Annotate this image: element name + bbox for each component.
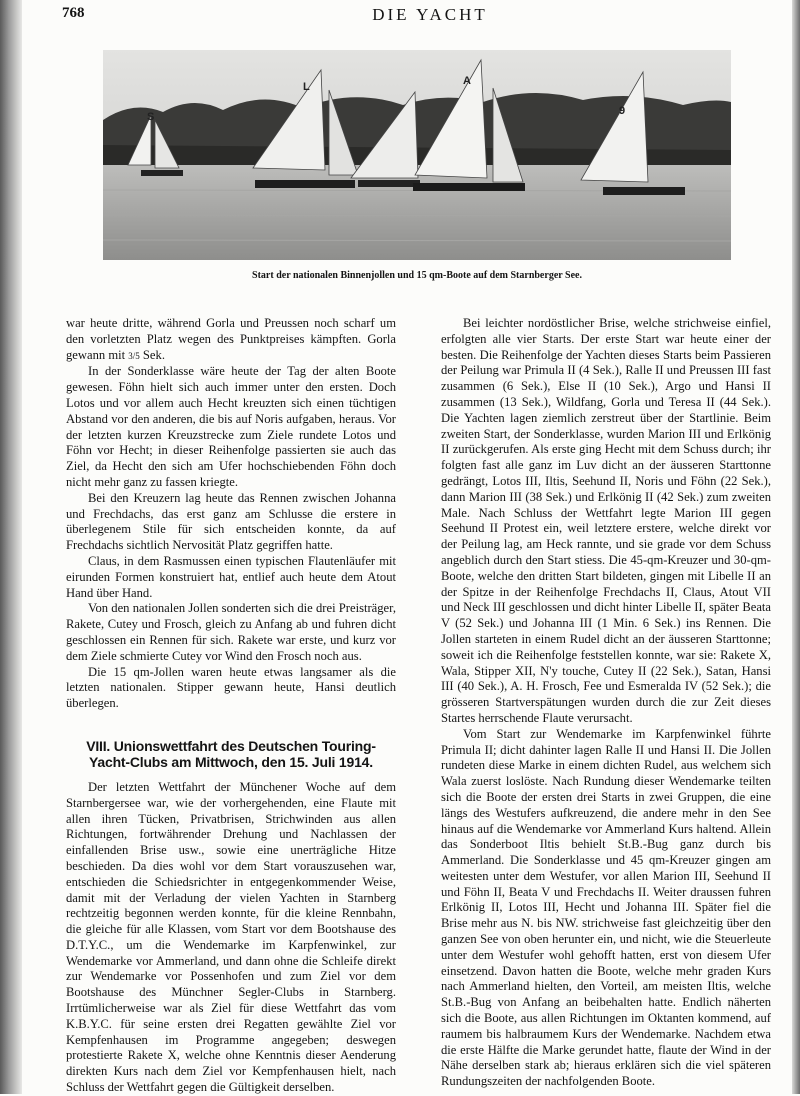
journal-title: DIE YACHT xyxy=(372,5,488,24)
paragraph: Vom Start zur Wendemarke im Karpfenwinkel führte Primula II; dicht dahinter lagen Ralle II und Hansi II. Die Jollen rundeten diese Marke in einem dichten Rudel, aus welchem sich Wala zuerst loslöste. Nach Rundung dieser Wendemarke teilten sich die Boote der ersten drei Starts in zwei Gruppen, die eine längs des Westufers aufkreuzend, die andere mehr in den See hinaus auf die Wendemarke vor Ammerland Kurs haltend. Allein das Sonderboot Iltis behielt St.B.-Bug ganz durch bis Ammerland. Die Sonderklasse und 45 qm-Kreuzer gingen am weitesten unter dem Westufer, vor allen Marion III, Seehund II und Föhn II, Beata V und Frechdachs II. Weiter draussen fuhren Erlkönig II, Lotos III, Hecht und Johanna III. Später fiel die Brise mehr aus N. bis NW. strichweise fast gleichzeitig über den ganzen See von oben herunter ein, und nicht, wie die Steuerleute unter dem Westufer wohl gehofft hatten, erst von diesem Ufer einsetzend. Davon hatten die Boote, welche mehr graden Kurs nach Ammerland hielten, den Vorteil, am meisten Iltis, welche St.B.-Bug von Anfang an beibehalten hatte. Endlich näherten sich die Boote, aus allen Richtungen im Oktanten kommend, auf raumem bis halbraumem Kurs der Wendemarke. Nachdem etwa die erste Hälfte die Marke gerundet hatte, flaute der Wind in der Nähe derselben stark ab; hieraus erklären sich die viel späteren Rundungszeiten der nachfolgenden Boote. xyxy=(441,726,771,1089)
scan-edge-right xyxy=(792,0,800,1094)
page-number: 768 xyxy=(62,5,85,21)
paragraph: Claus, in dem Rasmussen einen typischen Flautenläufer mit eirunden Formen konstruiert hat, entlief auch heute dem Atout Hand über Hand. xyxy=(66,553,396,600)
paragraph: war heute dritte, während Gorla und Preussen noch scharf um den vorletzten Platz wegen des Punktpreises kämpften. Gorla gewann mit 3/5 Sek. xyxy=(66,316,396,362)
paragraph: Der letzten Wettfahrt der Münchener Woche auf dem Starnbergersee war, wie der vorhergehenden, eine Flaute mit allen ihren Tücken, Privatbrisen, Strichwinden aus allen Richtungen, fortwährender Drehung und Nachlassen der einfallenden Brise usw., sowie eine unerträgliche Hitze beschieden. Da dies wohl vor dem Start vorauszusehen war, entschieden die Schiedsrichter in entgegenkommender Weise, damit mit der Verladung der vielen Yachten in Starnberg rechtzeitig begonnen werden konnte, für die kleine Rennbahn, die gleiche für alle Klassen, vom Start vor dem Bootshause des D.T.Y.C., um die Wendemarke im Karpfenwinkel, zur Wendemarke vor Ammerland, und dann ohne die Schleife direkt zur Wendemarke vor Possenhofen und zum Ziel vor dem Bootshause des Münchner Segler-Clubs in Starnberg. Irrtümlicherweise war als Ziel für diese Wettfahrt das vom K.B.Y.C. für seine ersten drei Regatten gewählte Ziel vor Kempfenhausen im Programme angegeben; deswegen protestierte Rakete X, welche ohne Kenntnis dieser Aenderung direkten Kurs nach dem Ziel vor Kempfenhausen hielt, nach Schluss der Wettfahrt gegen die Gültigkeit derselben. xyxy=(66,779,396,1095)
paragraph: Bei den Kreuzern lag heute das Rennen zwischen Johanna und Frechdachs, das erst ganz am Schlusse die erstere in überlegenem Stile für sich entscheiden konnte, da auf Frechdachs sichtlich Nervosität Platz gegriffen hatte. xyxy=(66,490,396,553)
right-column xyxy=(441,316,771,1090)
paragraph: Die 15 qm-Jollen waren heute etwas langsamer als die letzten nationalen. Stipper gewann heute, Hansi deutlich überlegen. xyxy=(66,664,396,711)
paragraph: Bei leichter nordöstlicher Brise, welche strichweise einfiel, erfolgten alle vier Starts. Der erste Start war heute einer der besten. Die Reihenfolge der Yachten dieses Starts beim Passieren der Peilung war Primula II (4 Sek.), Ralle II und Preussen III fast zusammen (6 Sek.), Else II (10 Sek.), Argo und Hansi II zusammen (13 Sek.), Wildfang, Gorla und Teresa II (44 Sek.). Die Yachten lagen ziemlich zerstreut über der Startlinie. Beim zweiten Start, der Sonderklasse, wurden Marion III und Erlkönig II zurückgerufen. Als erste ging Hecht mit dem Schuss durch; ihr folgten fast alle ganz im Luv dicht an der äusseren Starttonne gedrängt, Lotos III, Iltis, Seehund II, Noris und Föhn (22 Sek.), dann Marion III (38 Sek.) und Erlkönig II (42 Sek.) zum zweiten Male. Nach Schluss der Wettfahrt legte Marion III gegen Seehund II Protest ein, weil letztere erstere, welche direkt vor der Peilung lag, am Heck rannte, und sie grade vor dem Schuss angeblich durch den Start stiess. Die 45-qm-Kreuzer und 30-qm-Boote, welche den dritten Start bildeten, gingen mit Libelle II an der Spitze in der Reihenfolge Frechdachs II, Claus, Atout VII und Neck III geschlossen und dicht hinter Libelle II, später Beata V (52 Sek.) und Johanna III (1 Min. 6 Sek.) ins Rennen. Die Jollen starteten in einem Rudel dicht an der äusseren Starttonne; soweit ich die Reihenfolge feststellen konnte, war sie: Rakete X, Wala, Stipper XII, N'y touche, Cutey II (22 Sek.), Satan, Hansi III (40 Sek.), A. H. Frosch, Fee und Esmeralda IV (52 Sek.); die grösseren Startverspätungen wurden durch die zur Zeit dieses Startes herrschende Flaute verursacht. xyxy=(441,316,771,725)
svg-text:A: A xyxy=(463,75,471,87)
section-heading: VIII. Unionswettfahrt des Deutschen Touring-Yacht-Clubs am Mittwoch, den 15. Juli 1914. xyxy=(86,737,376,770)
paragraph: Von den nationalen Jollen sonderten sich die drei Preisträger, Rakete, Cutey und Frosch, gleich zu Anfang ab und fuhren dicht geschlossen ein Rennen für sich. Rakete war erste, und kurz vor dem Ziele schmierte Cutey vor Wind den Frosch noch aus. xyxy=(66,601,396,663)
scan-edge-left xyxy=(0,0,22,1094)
svg-text:S: S xyxy=(147,111,155,123)
svg-text:9: 9 xyxy=(619,105,626,117)
regatta-photo xyxy=(103,50,731,260)
figure-caption: Start der nationalen Binnenjollen und 15 qm-Boote auf dem Starnberger See. xyxy=(252,270,582,281)
fraction: 3/5 xyxy=(128,350,140,361)
paragraph: In der Sonderklasse wäre heute der Tag der alten Boote gewesen. Föhn hielt sich auch immer unter den ersten. Doch Lotos und vor allem auch Hecht kreuzten sich einen tüchtigen Abstand vor den anderen, die bis auf Noris aufgaben, heraus. Vor der letzten kurzen Kreuzstrecke zum Ziele rundete Lotos und Föhn vor Hecht; in dieser Reihenfolge passierten sie auch das Ziel, da Hecht den sich am Ufer hochschiebenden Föhn doch nicht mehr ganz zu fassen kriegte. xyxy=(66,364,396,489)
svg-text:L: L xyxy=(303,81,310,93)
left-column xyxy=(66,316,396,1096)
